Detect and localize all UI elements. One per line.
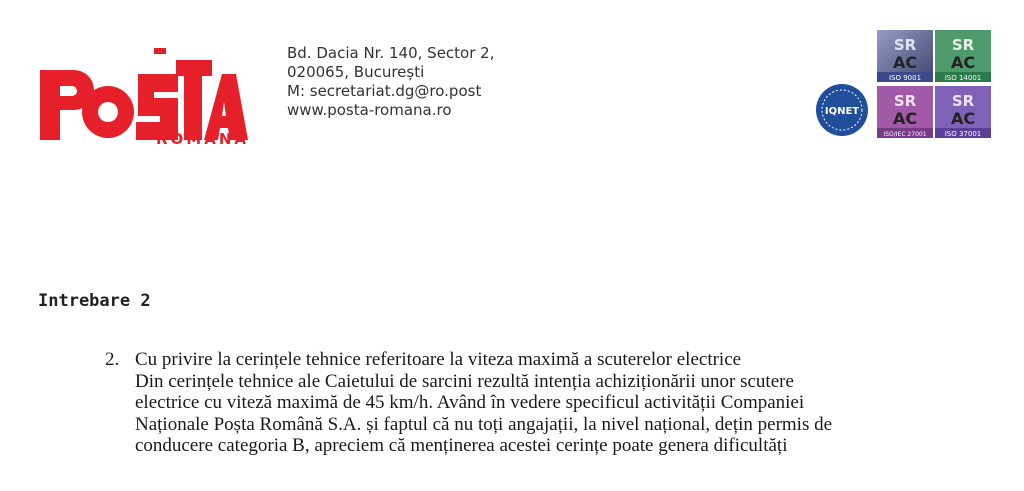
svg-text:ISO 37001: ISO 37001 [944,130,982,138]
svg-text:AC: AC [892,53,918,72]
svg-text:ISO 9001: ISO 9001 [888,74,922,82]
question-number: 2. [105,349,120,370]
question-block [105,349,1005,457]
svg-text:SR: SR [893,92,917,110]
svg-text:AC: AC [950,53,976,72]
svg-text:SR: SR [951,92,975,110]
posta-romana-logo [38,40,248,150]
certification-badges [815,28,995,140]
address-line: Bd. Dacia Nr. 140, Sector 2, [287,44,495,62]
question-line: conducere categoria B, apreciem că menținerea acestei cerințe poate genera dificultăți [135,435,788,456]
svg-text:AC: AC [950,109,976,128]
question-line: Cu privire la cerințele tehnice referitoare la viteza maximă a scuterelor electrice [135,349,742,370]
address-line: 020065, București [287,63,425,81]
website-text: www.posta-romana.ro [287,101,452,119]
question-text [135,349,1005,457]
iqnet-seal-icon [816,84,868,136]
sr-ac-iso-14001-badge [935,30,991,82]
question-line: Din cerințele tehnice ale Caietului de sarcini rezultă intenția achiziționării unor scutere [135,370,794,392]
svg-text:ISO 14001: ISO 14001 [944,74,982,82]
sr-ac-iso-27001-badge [877,86,933,138]
logo-subtitle-text: ROMÂNĂ [156,130,248,148]
question-line: electrice cu viteză maximă de 45 km/h. Având în vedere specificul activității Companiei [135,392,805,413]
section-heading: Intrebare 2 [38,291,151,311]
svg-text:SR: SR [893,36,917,54]
svg-text:IQNET: IQNET [824,106,860,117]
address-block [287,44,494,120]
question-line: Naționale Poșta Română S.A. și faptul că nu toți angajații, la nivel național, dețin permis de [135,413,833,435]
sr-ac-iso-9001-badge [877,30,933,82]
svg-text:AC: AC [892,109,918,128]
sr-ac-iso-37001-badge [935,86,991,138]
email-text: M: secretariat.dg@ro.post [287,82,482,100]
svg-text:ISO/IEC 27001: ISO/IEC 27001 [883,131,927,138]
svg-text:SR: SR [951,36,975,54]
